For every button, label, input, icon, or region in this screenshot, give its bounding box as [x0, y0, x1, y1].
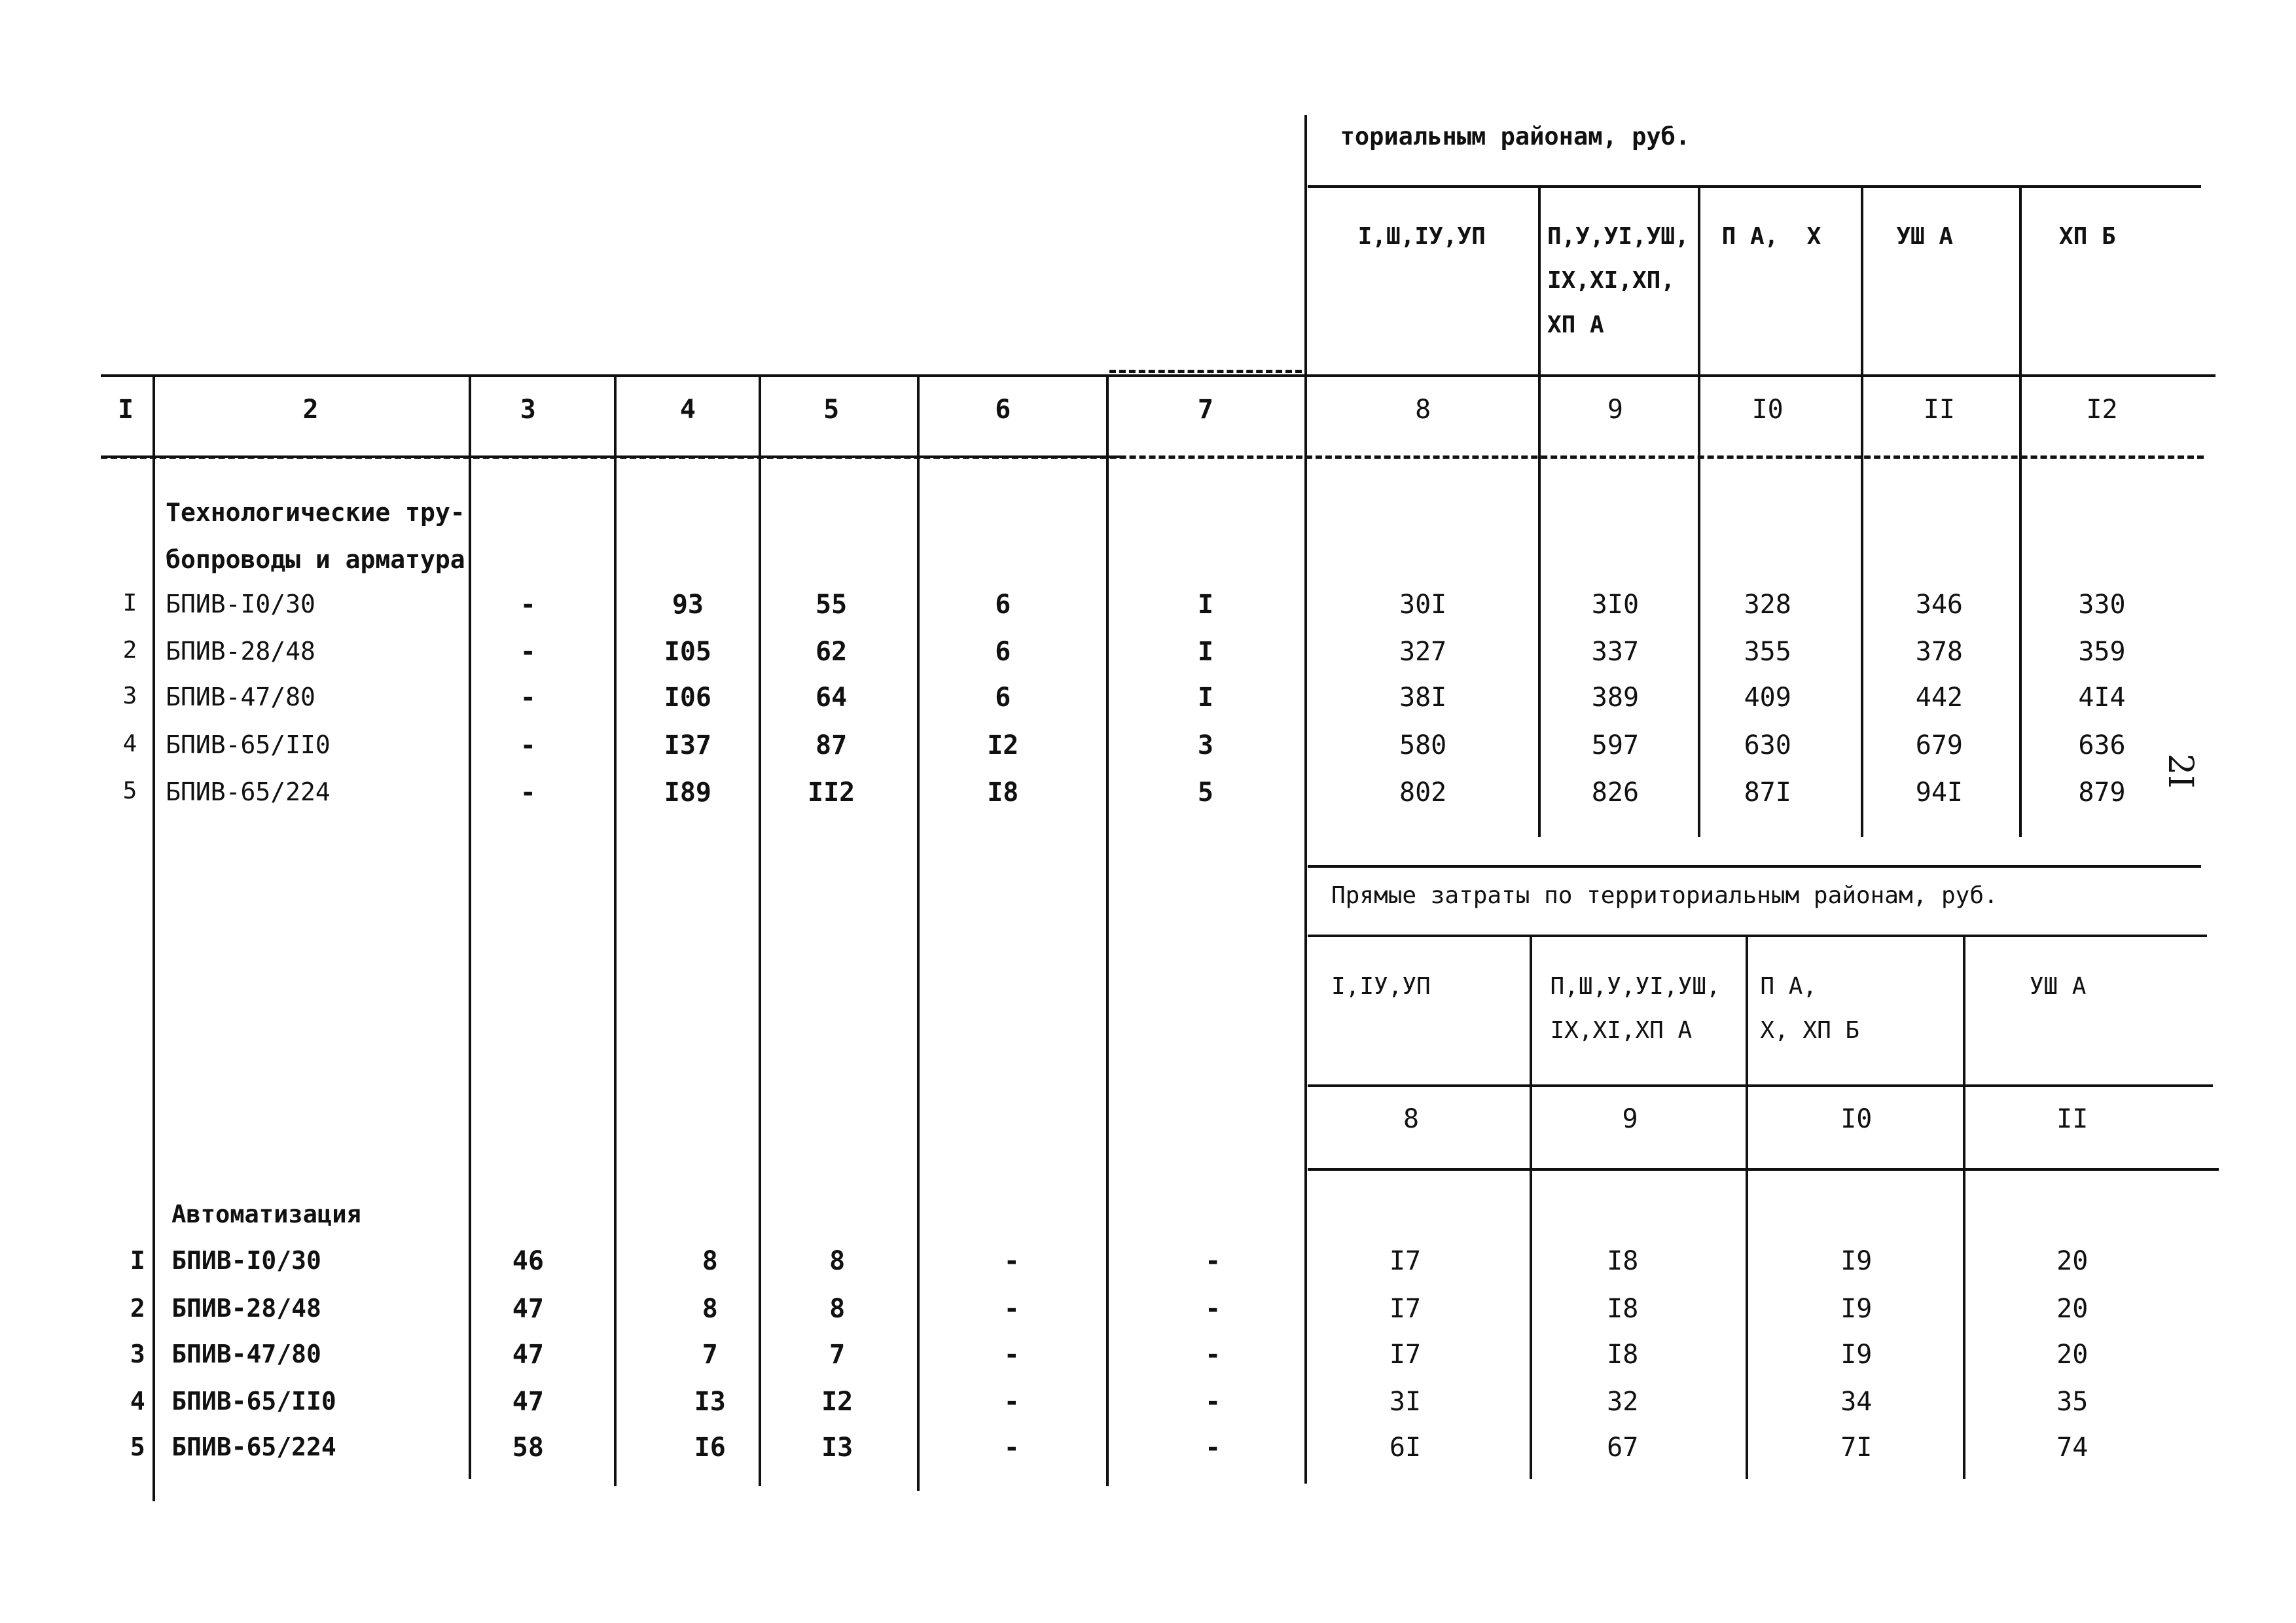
cell-col-8: I7	[1389, 1339, 1422, 1370]
cell-col-8: 802	[1399, 777, 1447, 808]
cell-col-7: I	[1197, 590, 1213, 620]
cell-col-9: I8	[1607, 1246, 1639, 1277]
column-number-I: I	[118, 394, 134, 425]
row-name: БПИВ-28/48	[171, 1293, 321, 1323]
cell-col-5: 8	[829, 1293, 846, 1324]
cell-col-6: 6	[995, 637, 1011, 668]
row-index: 4	[130, 1387, 145, 1416]
column-number-5: 5	[823, 394, 840, 425]
cell-col-7: -	[1205, 1433, 1221, 1463]
cell-col-3: -	[520, 590, 536, 620]
cell-col-7: 5	[1197, 777, 1213, 808]
cell-col-10: 409	[1744, 683, 1791, 713]
cell-col-6: -	[1003, 1339, 1020, 1370]
top-group-rule	[1308, 185, 2201, 188]
row-name: БПИВ-65/224	[171, 1433, 336, 1462]
row-index: 5	[122, 777, 137, 805]
row-index: 5	[130, 1433, 145, 1462]
top-header-9: П,У,УI,УШ, IХ,ХI,ХП, ХП А	[1547, 223, 1689, 339]
top-header-11: УШ А	[1896, 223, 1954, 250]
cell-col-4: I89	[664, 777, 712, 808]
cell-col-6: -	[1003, 1433, 1020, 1463]
page-number: 2I	[2160, 753, 2200, 789]
column-number-3: 3	[520, 394, 536, 425]
cell-col-11: 20	[2056, 1246, 2089, 1277]
row-index: I	[122, 590, 137, 616]
cell-col-8: 580	[1399, 730, 1447, 760]
row-index: 4	[122, 730, 137, 757]
vertical-rule	[1746, 935, 1748, 1479]
cell-col-10: 630	[1744, 730, 1791, 760]
cell-col-5: 62	[816, 637, 848, 668]
cell-col-5: I3	[821, 1433, 853, 1463]
cell-col-7: 3	[1197, 730, 1213, 760]
vertical-rule	[1530, 935, 1532, 1479]
cell-col-6: I8	[987, 777, 1019, 808]
cell-col-10: 34	[1840, 1387, 1873, 1418]
cell-col-11: 20	[2056, 1293, 2089, 1324]
cell-col-10: I9	[1840, 1246, 1873, 1277]
vertical-rule	[614, 374, 617, 1487]
column-number-I0: I0	[1751, 394, 1784, 425]
mid-number-I0: I0	[1840, 1104, 1873, 1135]
cell-col-4: I3	[694, 1387, 726, 1418]
section1-title-2: бопроводы и арматура	[166, 545, 465, 575]
cell-col-11: 35	[2056, 1387, 2089, 1418]
cell-col-4: I06	[664, 683, 712, 713]
cell-col-7: -	[1205, 1387, 1221, 1418]
vertical-rule	[1861, 185, 1863, 838]
cell-col-8: 327	[1399, 637, 1447, 668]
cell-col-6: -	[1003, 1293, 1020, 1324]
mid-number-II: II	[2056, 1104, 2089, 1135]
cell-col-4: I6	[694, 1433, 726, 1463]
row-name: БПИВ-65/II0	[171, 1387, 336, 1416]
row-index: 2	[130, 1293, 145, 1323]
cell-col-5: II2	[807, 777, 855, 808]
column-number-top-rule	[101, 374, 2216, 377]
cell-col-11: 378	[1915, 637, 1963, 668]
column-number-2: 2	[302, 394, 319, 425]
column-number-II: II	[1923, 394, 1955, 425]
cell-col-8: I7	[1389, 1293, 1422, 1324]
cell-col-9: I8	[1607, 1293, 1639, 1324]
cell-col-9: 337	[1591, 637, 1640, 668]
cell-col-7: -	[1205, 1293, 1221, 1324]
cell-col-4: 7	[702, 1339, 718, 1370]
row-name: БПИВ-47/80	[166, 683, 315, 712]
section1-title-1: Технологические тру-	[166, 497, 465, 527]
column-number-4: 4	[679, 394, 696, 425]
row-index: 2	[122, 637, 137, 664]
top-header-12: ХП Б	[2058, 223, 2116, 250]
column-number-6: 6	[995, 394, 1011, 425]
cell-col-5: I2	[821, 1387, 853, 1418]
cell-col-11: 94I	[1915, 777, 1963, 808]
vertical-rule	[1538, 185, 1541, 838]
cell-col-12: 879	[2078, 777, 2126, 808]
row-name: БПИВ-65/224	[166, 777, 331, 807]
cell-col-3: -	[520, 777, 536, 808]
row-name: БПИВ-47/80	[171, 1339, 321, 1368]
horizontal-rule	[1308, 935, 2207, 937]
cell-col-12: 4I4	[2078, 683, 2126, 713]
cell-col-12: 636	[2078, 730, 2126, 760]
row-name: БПИВ-28/48	[166, 637, 315, 666]
row-name: БПИВ-I0/30	[166, 590, 315, 618]
cell-col-8: 30I	[1399, 590, 1447, 620]
mid-number-8: 8	[1403, 1104, 1420, 1135]
cell-col-8: 38I	[1399, 683, 1447, 713]
cell-col-11: 346	[1915, 590, 1963, 620]
row-name: БПИВ-65/II0	[166, 730, 331, 759]
cell-col-7: -	[1205, 1339, 1221, 1370]
mid-number-9: 9	[1622, 1104, 1638, 1135]
cell-col-12: 330	[2078, 590, 2126, 620]
cell-col-7: I	[1197, 637, 1213, 668]
cell-col-11: 74	[2056, 1433, 2089, 1463]
cell-col-10: 7I	[1840, 1433, 1873, 1463]
cell-col-4: 8	[702, 1293, 718, 1324]
cell-col-3: 47	[512, 1387, 544, 1418]
cell-col-9: 826	[1591, 777, 1640, 808]
cell-col-4: I37	[664, 730, 712, 760]
cell-col-8: 6I	[1389, 1433, 1422, 1463]
cell-col-8: I7	[1389, 1246, 1422, 1277]
section2-title: Автоматизация	[171, 1200, 361, 1229]
cell-col-11: 679	[1915, 730, 1963, 760]
cell-col-9: 32	[1607, 1387, 1639, 1418]
cell-col-10: 355	[1744, 637, 1791, 668]
mid-group-top-rule	[1308, 865, 2201, 868]
column-number-7: 7	[1197, 394, 1213, 425]
vertical-rule	[1106, 374, 1109, 1487]
top-header-10: П А, Х	[1721, 223, 1821, 250]
horizontal-rule	[1308, 1168, 2219, 1171]
row-name: БПИВ-I0/30	[171, 1246, 321, 1275]
row-index: 3	[130, 1339, 145, 1368]
row-index: I	[130, 1246, 145, 1275]
row-index: 3	[122, 683, 137, 710]
vertical-rule	[917, 374, 920, 1491]
cell-col-3: 47	[512, 1339, 544, 1370]
mid-header-9: П,Ш,У,УI,УШ, IХ,ХI,ХП А	[1550, 972, 1721, 1044]
cell-col-6: -	[1003, 1246, 1020, 1277]
cell-col-10: 87I	[1744, 777, 1791, 808]
cell-col-3: 46	[512, 1246, 544, 1277]
cell-col-5: 87	[816, 730, 848, 760]
cell-col-6: -	[1003, 1387, 1020, 1418]
column-number-I2: I2	[2086, 394, 2118, 425]
horizontal-rule	[101, 455, 1124, 458]
cell-col-10: 328	[1744, 590, 1791, 620]
cell-col-7: -	[1205, 1246, 1221, 1277]
top-header-8: I,Ш,IУ,УП	[1357, 223, 1486, 250]
cell-col-11: 442	[1915, 683, 1963, 713]
cell-col-11: 20	[2056, 1339, 2089, 1370]
mid-group-caption: Прямые затраты по территориальным районам, руб.	[1331, 882, 1998, 910]
cell-col-5: 64	[816, 683, 848, 713]
cell-col-12: 359	[2078, 637, 2126, 668]
cell-col-9: 597	[1591, 730, 1640, 760]
vertical-rule	[1963, 935, 1965, 1479]
cell-col-9: 389	[1591, 683, 1640, 713]
cell-col-3: 47	[512, 1293, 544, 1324]
vertical-rule	[2019, 185, 2022, 838]
vertical-rule	[1304, 374, 1307, 1484]
cell-col-10: I9	[1840, 1339, 1873, 1370]
cell-col-4: 93	[672, 590, 704, 620]
vertical-rule	[152, 374, 155, 1501]
cell-col-3: -	[520, 683, 536, 713]
mid-header-8: I,IУ,УП	[1331, 972, 1431, 1000]
cell-col-8: 3I	[1389, 1387, 1422, 1418]
column-number-9: 9	[1607, 394, 1623, 425]
cell-col-6: 6	[995, 683, 1011, 713]
cell-col-5: 8	[829, 1246, 846, 1277]
vertical-rule	[1698, 185, 1700, 838]
horizontal-rule	[1308, 1084, 2213, 1087]
top-group-caption: ториальным районам, руб.	[1340, 122, 1691, 151]
cell-col-3: -	[520, 730, 536, 760]
mid-header-10: П А, Х, ХП Б	[1760, 972, 1860, 1044]
cell-col-3: 58	[512, 1433, 544, 1463]
cell-col-6: 6	[995, 590, 1011, 620]
cell-col-7: I	[1197, 683, 1213, 713]
cell-col-6: I2	[987, 730, 1019, 760]
mid-header-11: УШ А	[2029, 972, 2087, 1000]
cell-col-3: -	[520, 637, 536, 668]
cell-col-5: 7	[829, 1339, 846, 1370]
cell-col-9: 3I0	[1591, 590, 1640, 620]
cell-col-9: I8	[1607, 1339, 1639, 1370]
cell-col-4: 8	[702, 1246, 718, 1277]
cell-col-5: 55	[816, 590, 848, 620]
cell-col-10: I9	[1840, 1293, 1873, 1324]
dashed-rule	[1109, 370, 1302, 373]
cell-col-4: I05	[664, 637, 712, 668]
cell-col-9: 67	[1607, 1433, 1639, 1463]
column-number-8: 8	[1415, 394, 1431, 425]
